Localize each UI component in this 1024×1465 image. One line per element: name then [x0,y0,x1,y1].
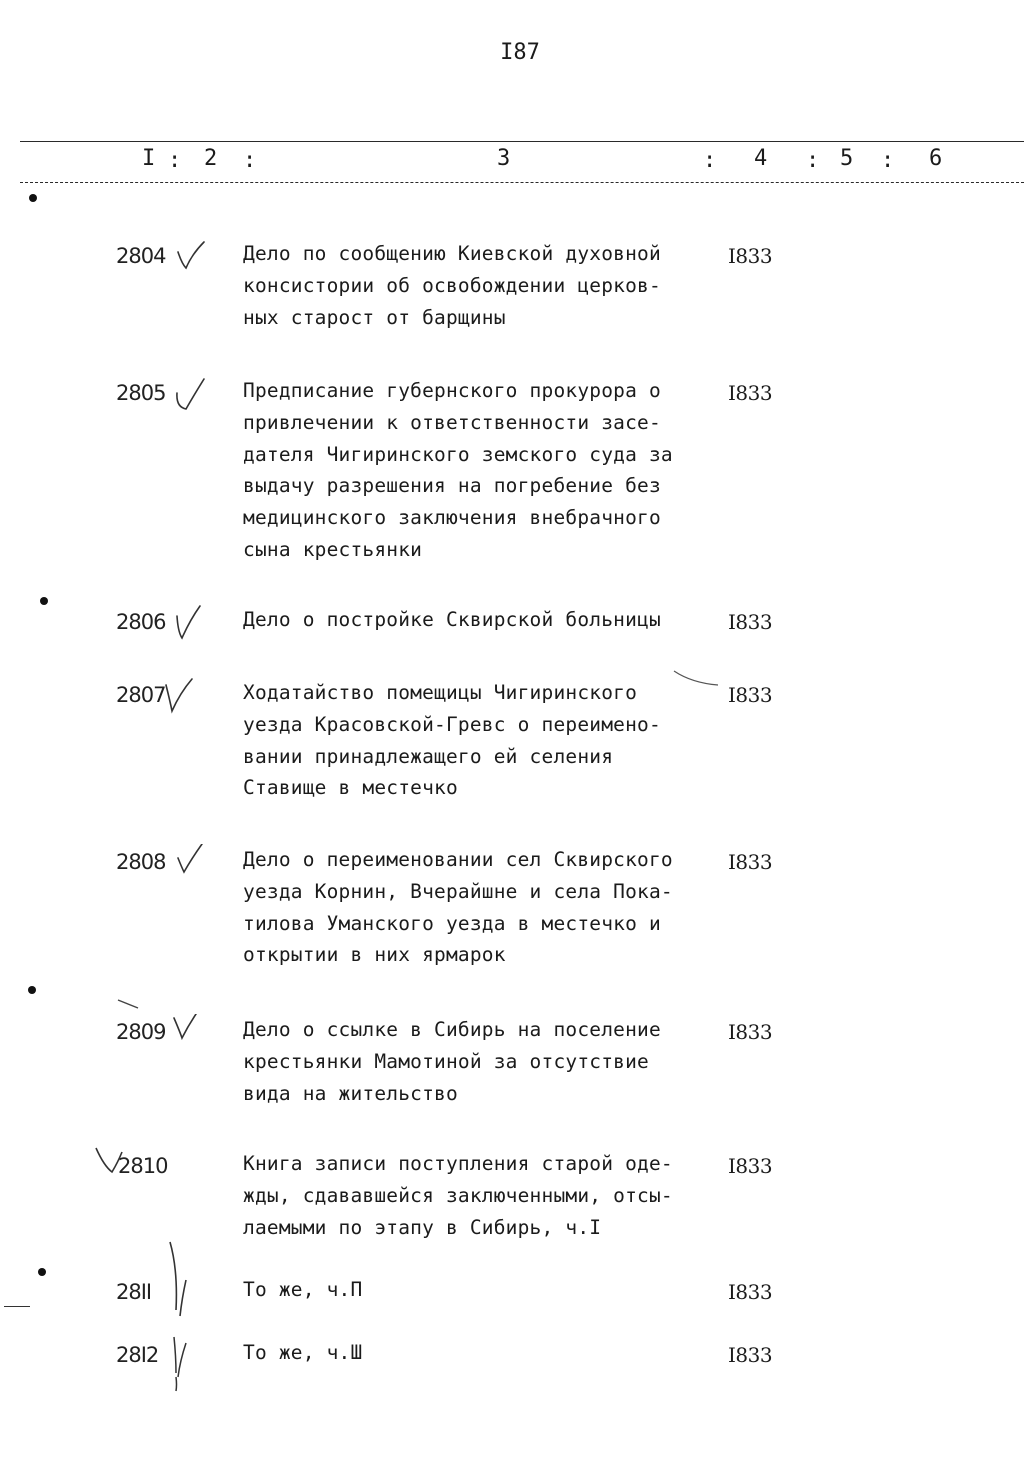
page-number: I87 [500,40,540,65]
checkmark-icon [172,238,212,272]
record-year: I833 [728,850,773,874]
record-title: То же, ч.П [243,1278,363,1301]
column-separator: : [168,148,182,173]
margin-dot [38,1268,46,1276]
column-header-3: 3 [497,146,511,171]
record-year: I833 [728,610,773,634]
column-header-1: I [142,146,156,171]
column-header-5: 5 [840,146,854,171]
record-title: Дело по сообщению Киевской духовной консистории об освобождении церков- ных старост от барщины [243,242,661,329]
checkmark-icon [162,677,202,717]
record-number: 28II [116,1280,152,1304]
record-number: 2810 [118,1154,168,1178]
column-header-2: 2 [204,146,218,171]
column-header-4: 4 [754,146,768,171]
column-separator: : [703,148,717,173]
checkmark-icon [172,844,212,878]
column-separator: : [243,148,257,173]
checkmark-icon [170,1014,210,1048]
record-year: I833 [728,683,773,707]
margin-dot [29,194,37,202]
record-title: То же, ч.Ш [243,1341,363,1364]
record-number: 2807 [116,683,166,707]
record-number: 2806 [116,610,166,634]
record-number: 2809 [116,1020,166,1044]
record-number: 2804 [116,244,166,268]
record-year: I833 [728,381,773,405]
record-year: I833 [728,1020,773,1044]
margin-dot [40,597,48,605]
column-header-6: 6 [929,146,943,171]
column-separator: : [806,148,820,173]
record-year: I833 [728,1280,773,1304]
record-title: Ходатайство помещицы Чигиринского уезда Красовской-Гревс о переимено- вании принадлежащего ей селения Ставище в местечко [243,681,661,800]
checkmark-icon [172,375,212,415]
record-title: Дело о постройке Сквирской больницы [243,608,661,631]
checkmark-icon [172,604,212,644]
annotation-stroke [116,998,146,1012]
margin-dot [28,986,36,994]
checkmark-icon [164,1333,204,1397]
record-number: 28I2 [116,1343,159,1367]
record-title: Дело о ссылке в Сибирь на поселение крестьянки Мамотиной за отсутствие вида на жительство [243,1018,661,1105]
record-title: Дело о переименовании сел Сквирского уезда Корнин, Вчерайшне и села Пока- тилова Уманского уезда в местечко и открытии в них ярмарок [243,848,673,967]
column-separator: : [881,148,895,173]
record-number: 2808 [116,850,166,874]
checkmark-icon [164,1240,204,1324]
record-number: 2805 [116,381,166,405]
header-bottom-rule [20,182,1024,183]
record-year: I833 [728,1343,773,1367]
record-year: I833 [728,244,773,268]
record-title: Книга записи поступления старой оде- жды, сдававшейся заключенными, отсы- лаемыми по этапу в Сибирь, ч.I [243,1152,673,1239]
header-top-rule [20,141,1024,142]
record-year: I833 [728,1154,773,1178]
margin-stroke [4,1306,30,1307]
record-title: Предписание губернского прокурора о привлечении к ответственности засе- дателя Чигиринского земского суда за выдачу разрешения на погребение без медицинского заключения внебрачного сына крестьянки [243,379,673,561]
